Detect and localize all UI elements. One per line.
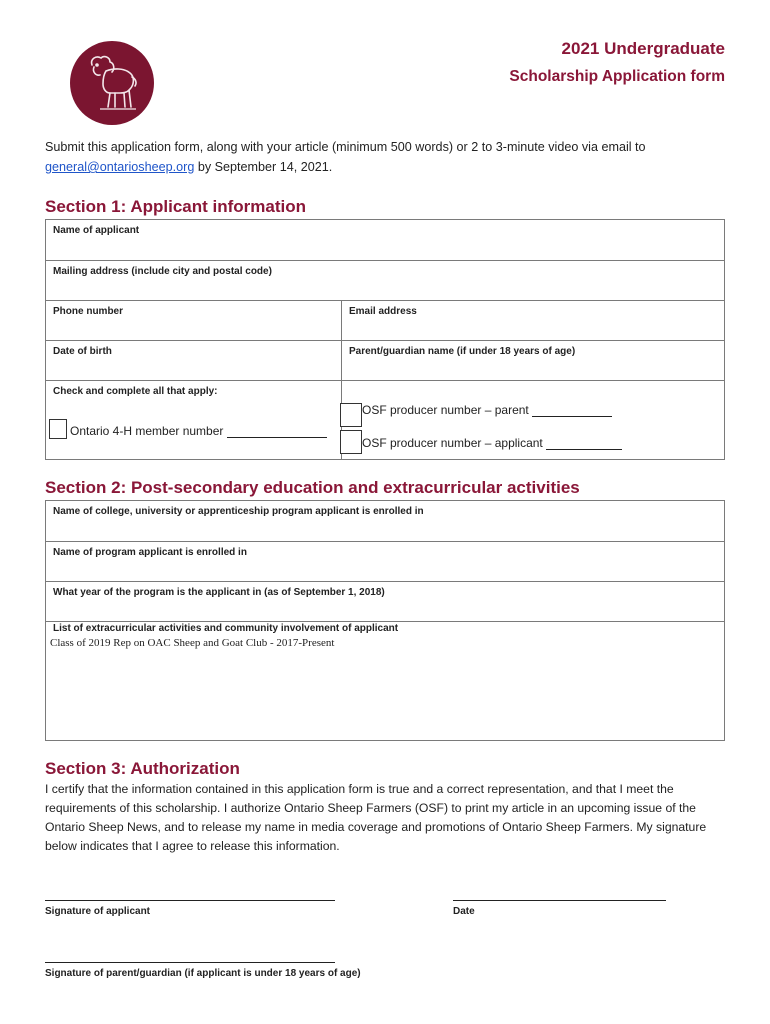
name-label: Name of applicant: [53, 225, 140, 236]
activities-value[interactable]: Class of 2019 Rep on OAC Sheep and Goat Club - 2017-Present: [50, 637, 335, 649]
year-row[interactable]: [46, 582, 724, 622]
email-field[interactable]: [342, 301, 724, 340]
4h-member-checkbox[interactable]: [49, 419, 67, 439]
parent-name-field[interactable]: [342, 341, 724, 380]
college-row[interactable]: [46, 501, 724, 542]
activities-label: List of extracurricular activities and community involvement of applicant: [53, 623, 399, 634]
sheep-logo-icon: [70, 41, 154, 125]
osf-applicant-number-blank[interactable]: [546, 437, 622, 450]
4h-member-option: [70, 424, 327, 438]
email-label: Email address: [349, 306, 417, 317]
college-label: Name of college, university or apprenticeship program applicant is enrolled in: [53, 506, 424, 517]
form-title: Scholarship Application form: [509, 68, 725, 85]
authorization-text: I certify that the information contained in this application form is true and a correct representation, and that I meet the requirements of this scholarship. I authorize Ontario Sheep Farmers (OSF) to print my article in an upcoming issue of the Ontario Sheep News, and to release my name in media coverage and promotions of Ontario Sheep Farmers. My signature below indicates that I agree to release this information.: [45, 782, 707, 853]
parent-signature-line[interactable]: [45, 962, 335, 963]
name-row[interactable]: [46, 220, 724, 261]
dob-parent-row: [46, 341, 724, 381]
phone-email-row: [46, 301, 724, 341]
section3-title: Section 3: Authorization: [45, 759, 240, 778]
program-label: Name of program applicant is enrolled in: [53, 547, 247, 558]
program-row[interactable]: [46, 542, 724, 582]
osf-applicant-option: [362, 436, 622, 450]
phone-label: Phone number: [53, 306, 124, 317]
osf-applicant-label: OSF producer number – applicant: [362, 436, 543, 450]
dob-field[interactable]: [46, 341, 342, 380]
section2-title: Section 2: Post-secondary education and extracurricular activities: [45, 478, 580, 497]
applicant-signature-line[interactable]: [45, 900, 335, 901]
year-label: What year of the program is the applicant in (as of September 1, 2018): [53, 587, 385, 598]
check-all-label: Check and complete all that apply:: [53, 386, 218, 397]
date-line[interactable]: [453, 900, 666, 901]
address-label: Mailing address (include city and postal code): [53, 266, 272, 277]
parent-name-label: Parent/guardian name (if under 18 years of age): [349, 346, 576, 357]
email-link[interactable]: general@ontariosheep.org: [45, 160, 195, 174]
osf-parent-checkbox[interactable]: [340, 403, 362, 427]
membership-right-cell: [342, 381, 724, 459]
intro-text-start: Submit this application form, along with your article (minimum 500 words) or 2 to 3-minute video via email to: [45, 140, 646, 154]
4h-number-blank[interactable]: [227, 425, 327, 438]
dob-label: Date of birth: [53, 346, 112, 357]
form-title-year: 2021 Undergraduate: [561, 39, 725, 58]
date-label: Date: [453, 906, 475, 917]
address-row[interactable]: [46, 261, 724, 301]
membership-row: [46, 381, 724, 459]
membership-left-cell: [46, 381, 342, 459]
osf-parent-label: OSF producer number – parent: [362, 403, 529, 417]
4h-member-label: Ontario 4-H member number: [70, 424, 224, 438]
intro-text-end: by September 14, 2021.: [194, 160, 333, 174]
intro-text: [45, 137, 735, 177]
education-grid: [45, 500, 725, 741]
osf-parent-number-blank[interactable]: [532, 404, 612, 417]
applicant-signature-label: Signature of applicant: [45, 906, 151, 917]
parent-signature-label: Signature of parent/guardian (if applicant is under 18 years of age): [45, 968, 361, 979]
osf-applicant-checkbox[interactable]: [340, 430, 362, 454]
osf-parent-option: [362, 403, 612, 417]
phone-field[interactable]: [46, 301, 342, 340]
section1-title: Section 1: Applicant information: [45, 197, 306, 216]
applicant-info-grid: [45, 219, 725, 460]
activities-row[interactable]: [46, 622, 724, 740]
